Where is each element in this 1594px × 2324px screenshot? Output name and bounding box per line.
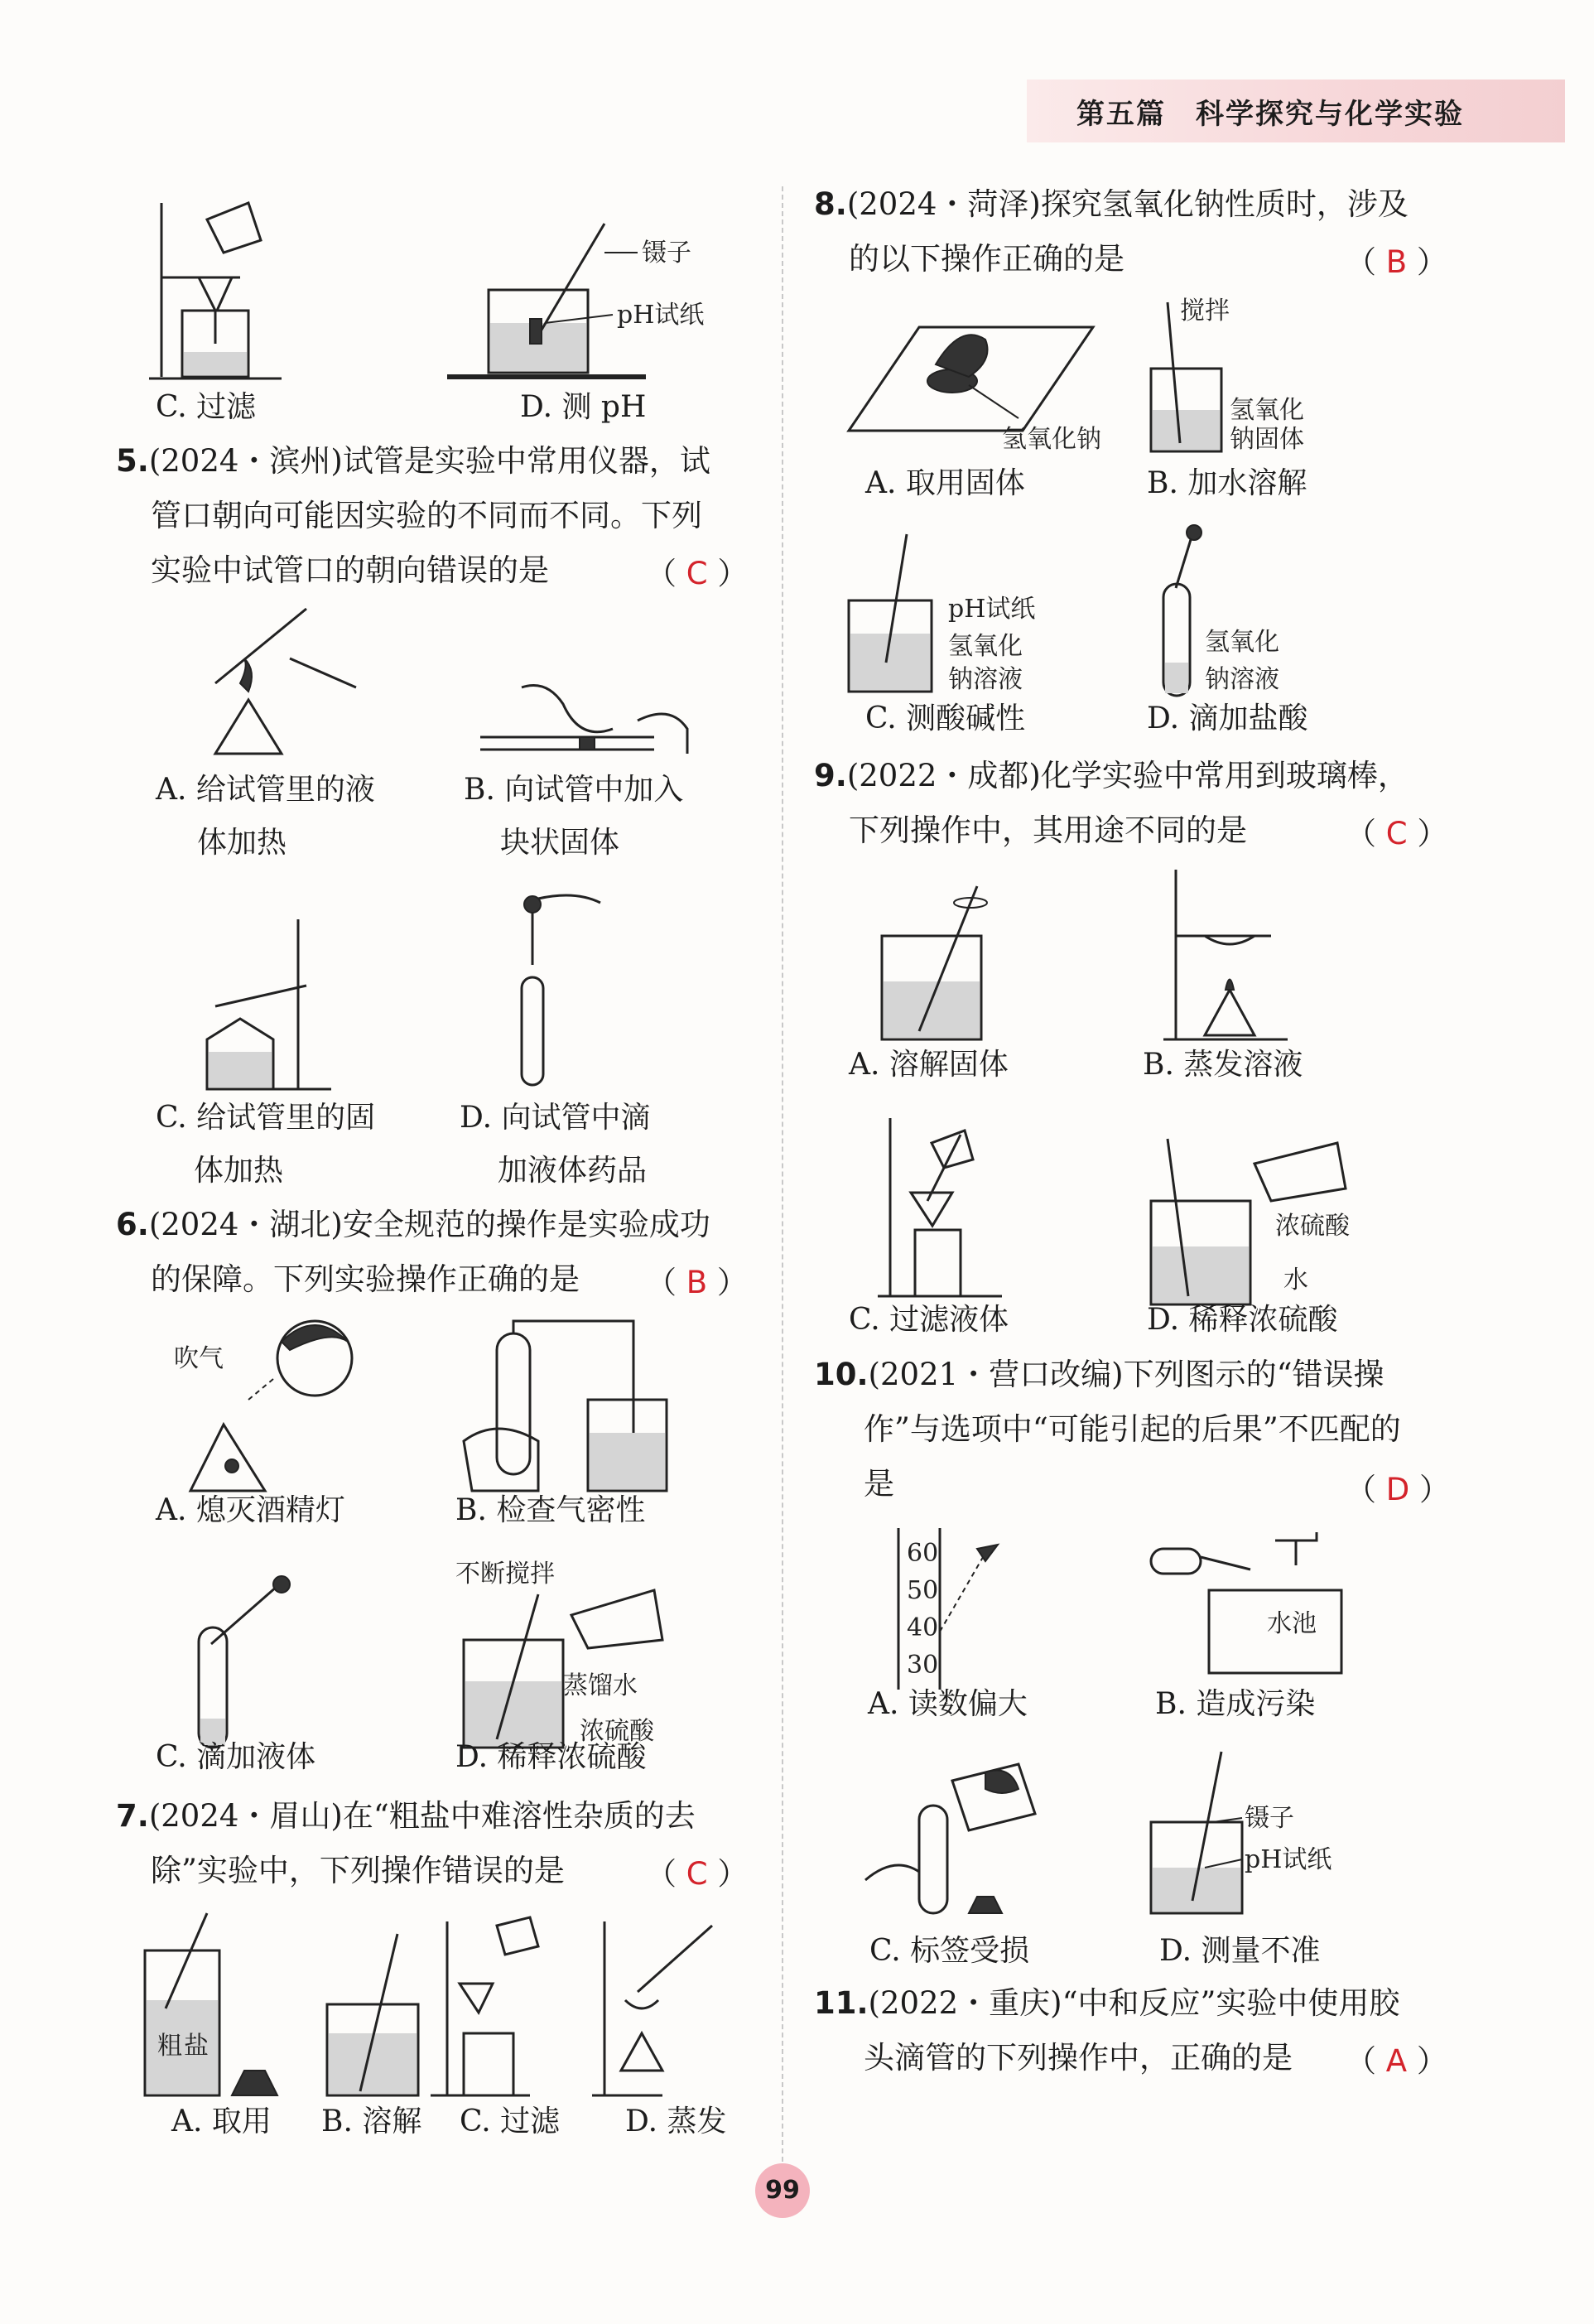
q10-figure-a — [894, 1524, 1093, 1698]
tweezers-label-q10: 镊子 — [1245, 1804, 1294, 1833]
naoh-solid-label-2: 钠固体 — [1230, 425, 1304, 454]
question-10: 10.(2021・营口改编)下列图示的“错误操 作”与选项中“可能引起的后果”不匹配的 是 — [814, 1348, 1401, 1512]
crude-salt-label-1: 粗 — [157, 2032, 182, 2061]
q9-figure-b — [1163, 865, 1296, 1044]
q5-figure-d — [501, 886, 625, 1093]
q7-answer: （ C ） — [646, 1856, 749, 1892]
q6-figure-b — [447, 1317, 671, 1499]
scale-50: 50 — [907, 1576, 939, 1605]
q5-line-1: (2024・滨州)试管是实验中常用仪器，试 — [148, 443, 710, 479]
q9-figure-a — [878, 878, 1043, 1044]
naoh-sol-label-d1: 氢氧化 — [1205, 628, 1279, 657]
ph-paper-label: pH试纸 — [617, 301, 705, 330]
q5-option-b: B. 向试管中加入 块状固体 — [464, 773, 684, 860]
q10-option-d: D. 测量不准 — [1159, 1934, 1321, 1968]
q6-option-c: C. 滴加液体 — [156, 1740, 316, 1774]
q10-line-3: 是 — [864, 1466, 894, 1502]
q6-option-a: A. 熄灭酒精灯 — [156, 1493, 345, 1527]
q10-figure-d — [1147, 1743, 1362, 1917]
q6-figure-a — [174, 1309, 364, 1499]
q7-figures — [141, 1909, 770, 2100]
q8-line-2: 的以下操作正确的是 — [849, 241, 1124, 277]
q10-option-b: B. 造成污染 — [1155, 1687, 1316, 1721]
question-9: 9.(2022・成都)化学实验中常用到玻璃棒， 下列操作中，其用途不同的是 — [814, 749, 1409, 858]
q5-line-2: 管口朝向可能因实验的不同而不同。下列 — [151, 498, 702, 533]
q6-answer: （ B ） — [646, 1265, 748, 1300]
stir-label: 搅拌 — [1180, 297, 1230, 325]
q6-line-2: 的保障。下列实验操作正确的是 — [151, 1261, 580, 1297]
q5-option-d: D. 向试管中滴 加液体药品 — [460, 1101, 651, 1188]
q8-line-1: (2024・菏泽)探究氢氧化钠性质时，涉及 — [846, 186, 1409, 222]
q10-answer: （ D ） — [1346, 1472, 1451, 1507]
q6-option-d: D. 稀释浓硫酸 — [455, 1740, 647, 1774]
scale-40: 40 — [907, 1613, 939, 1642]
conc-acid-label-q9: 浓硫酸 — [1275, 1212, 1350, 1241]
q9-option-a: A. 溶解固体 — [849, 1048, 1009, 1082]
q7-option-d: D. 蒸发 — [625, 2105, 727, 2138]
q8-option-d: D. 滴加盐酸 — [1147, 702, 1308, 735]
page-number: 99 — [755, 2163, 810, 2218]
ph-test-figure — [447, 211, 729, 385]
q11-line-1: (2022・重庆)“中和反应”实验中使用胶 — [868, 1985, 1400, 2021]
naoh-sol-label-2: 钠溶液 — [948, 665, 1023, 694]
q10-option-c: C. 标签受损 — [869, 1934, 1030, 1968]
q5-figure-b — [472, 671, 696, 762]
q10-figure-c — [861, 1748, 1076, 1921]
q9-figure-d — [1147, 1122, 1387, 1309]
naoh-sol-label-d2: 钠溶液 — [1205, 665, 1279, 694]
question-11: 11.(2022・重庆)“中和反应”实验中使用胶 头滴管的下列操作中，正确的是 — [814, 1976, 1399, 2085]
q8-figure-b — [1147, 294, 1337, 460]
q10-option-a: A. 读数偏大 — [868, 1687, 1028, 1721]
question-7: 7.(2024・眉山)在“粗盐中难溶性杂质的去 除”实验中，下列操作错误的是 — [116, 1789, 696, 1898]
q5-answer: （ C ） — [646, 556, 749, 591]
naoh-solid-label-1: 氢氧化 — [1230, 396, 1304, 425]
question-6: 6.(2024・湖北)安全规范的操作是实验成功 的保障。下列实验操作正确的是 — [116, 1198, 710, 1307]
ph-paper-label-q10: pH试纸 — [1245, 1845, 1332, 1874]
water-label: 水 — [1283, 1266, 1308, 1295]
q7-option-c: C. 过滤 — [460, 2105, 561, 2138]
scale-60: 60 — [907, 1539, 939, 1568]
scale-30: 30 — [907, 1651, 939, 1680]
q9-line-2: 下列操作中，其用途不同的是 — [849, 812, 1247, 848]
distilled-water-label: 蒸馏水 — [563, 1671, 638, 1700]
q9-answer: （ C ） — [1346, 816, 1448, 851]
q11-line-2: 头滴管的下列操作中，正确的是 — [864, 2040, 1293, 2076]
q7-option-b: B. 溶解 — [321, 2105, 422, 2138]
page-header — [1027, 80, 1565, 142]
q5-line-3: 实验中试管口的朝向错误的是 — [151, 552, 549, 588]
q8-figure-c — [845, 522, 1085, 700]
q6-line-1: (2024・湖北)安全规范的操作是实验成功 — [148, 1207, 710, 1242]
q6-figure-c — [186, 1578, 302, 1752]
q5-option-a: A. 给试管里的液 体加热 — [156, 773, 375, 860]
q5-figure-a — [190, 600, 364, 758]
q9-option-b: B. 蒸发溶液 — [1143, 1048, 1303, 1082]
option-c-filtration: C. 过滤 — [156, 390, 257, 424]
conc-acid-label-q6: 浓硫酸 — [580, 1717, 654, 1746]
q8-figure-a — [845, 298, 1118, 464]
q9-option-c: C. 过滤液体 — [849, 1303, 1009, 1337]
naoh-sol-label-1: 氢氧化 — [948, 632, 1023, 661]
blow-label: 吹气 — [174, 1344, 224, 1373]
q9-line-1: (2022・成都)化学实验中常用到玻璃棒， — [846, 758, 1409, 793]
q6-figure-d — [447, 1557, 720, 1756]
q10-figure-b — [1143, 1524, 1358, 1681]
filtration-figure — [149, 186, 290, 385]
q8-option-b: B. 加水溶解 — [1147, 466, 1307, 500]
header-title: 第五篇 科学探究与化学实验 — [1076, 98, 1464, 131]
q5-number: 5. — [116, 443, 149, 479]
q8-answer: （ B ） — [1346, 244, 1447, 280]
keep-stir-label: 不断搅拌 — [455, 1560, 555, 1589]
column-divider — [782, 186, 783, 2162]
sink-label: 水池 — [1267, 1609, 1317, 1638]
q7-line-2: 除”实验中，下列操作错误的是 — [151, 1853, 565, 1888]
q6-option-b: B. 检查气密性 — [455, 1493, 646, 1527]
q11-answer: （ A ） — [1346, 2043, 1447, 2079]
q7-line-1: (2024・眉山)在“粗盐中难溶性杂质的去 — [148, 1798, 696, 1834]
q8-figure-d — [1151, 526, 1341, 700]
q9-figure-c — [878, 1110, 1027, 1300]
q7-option-a: A. 取用 — [171, 2105, 272, 2138]
naoh-label: 氢氧化钠 — [1002, 425, 1101, 454]
tweezers-label: 镊子 — [642, 239, 691, 268]
crude-salt-label-2: 盐 — [184, 2032, 209, 2061]
q10-line-2: 作”与选项中“可能引起的后果”不匹配的 — [864, 1411, 1401, 1447]
q8-option-c: C. 测酸碱性 — [865, 702, 1026, 735]
q9-option-d: D. 稀释浓硫酸 — [1147, 1303, 1338, 1337]
q8-option-a: A. 取用固体 — [865, 466, 1025, 500]
q10-line-1: (2021・营口改编)下列图示的“错误操 — [868, 1357, 1385, 1392]
ph-paper-label-q8: pH试纸 — [948, 595, 1036, 624]
question-5 — [116, 434, 710, 598]
option-d-ph: D. 测 pH — [520, 390, 647, 424]
question-8: 8.(2024・菏泽)探究氢氧化钠性质时，涉及 的以下操作正确的是 — [814, 177, 1409, 287]
q5-option-c: C. 给试管里的固 体加热 — [156, 1101, 376, 1188]
q5-figure-c — [190, 911, 331, 1093]
